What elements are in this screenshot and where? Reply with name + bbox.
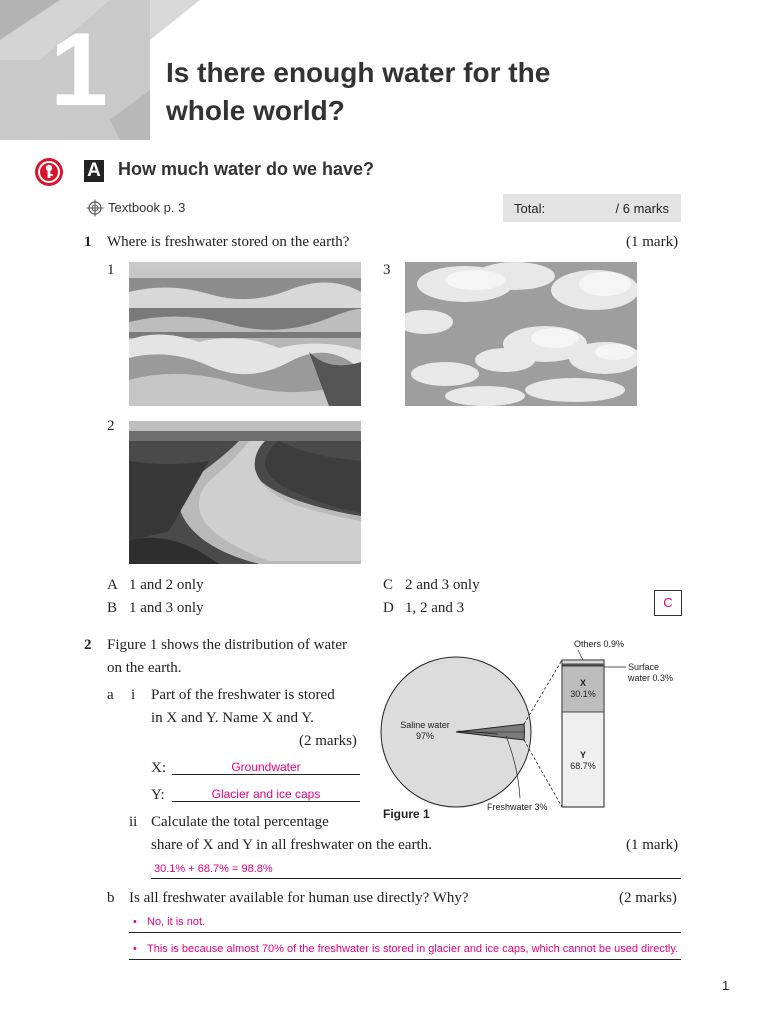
part-b-answer-line-1: [129, 932, 681, 933]
part-b-marks: (2 marks): [619, 890, 677, 906]
option-c-text: 2 and 3 only: [405, 577, 480, 593]
total-label: Total:: [514, 201, 546, 216]
sea-waves-photo: [129, 262, 361, 406]
part-a-label: a: [107, 687, 114, 703]
total-marks: / 6 marks: [615, 201, 669, 216]
image-label-2: 2: [107, 418, 115, 434]
option-c-letter: C: [383, 577, 394, 593]
surface-water-label-line-1: Surface: [628, 662, 660, 672]
part-a-ii-label: ii: [129, 814, 138, 830]
surface-water-label-line-2: water 0.3%: [628, 673, 674, 683]
others-segment: [562, 660, 604, 664]
question-1-text: Where is freshwater stored on the earth?: [107, 234, 350, 250]
y-segment-label: [562, 750, 604, 772]
part-b-text: Is all freshwater available for human use directly? Why?: [129, 890, 469, 906]
part-a-ii-answer-line: [151, 878, 681, 879]
part-a-ii-answer[interactable]: 30.1% + 68.7% = 98.8%: [154, 863, 273, 875]
chapter-title-line-1: Is there enough water for the: [166, 57, 551, 88]
y-answer-label: Y:: [151, 787, 165, 803]
part-b-label: b: [107, 890, 115, 906]
x-answer-label: X:: [151, 760, 166, 776]
figure-caption: Figure 1: [383, 807, 430, 821]
part-a-i-line-1: Part of the freshwater is stored: [151, 687, 335, 703]
x-answer-line: [172, 774, 360, 775]
others-leader: [578, 650, 583, 660]
saline-water-label-line-2: 97%: [415, 731, 434, 741]
part-a-i-line-2: in X and Y. Name X and Y.: [151, 710, 314, 726]
y-answer-line: [172, 801, 360, 802]
page-number: 1: [722, 978, 730, 993]
part-a-ii-line-2: share of X and Y in all freshwater on the earth.: [151, 837, 432, 853]
part-a-ii-marks: (1 mark): [626, 837, 679, 853]
y-segment-letter: Y: [579, 750, 586, 760]
chapter-title-line-2: whole world?: [166, 95, 345, 126]
question-2-intro-line-1: Figure 1 shows the distribution of water: [107, 637, 347, 653]
y-segment-percent: 68.7%: [570, 761, 596, 771]
connector-bottom: [524, 740, 562, 807]
option-a-text: 1 and 2 only: [129, 577, 204, 593]
chapter-number: 1: [50, 12, 108, 128]
option-a-letter: A: [107, 577, 118, 593]
image-label-3: 3: [383, 262, 391, 278]
x-segment-label: [562, 678, 604, 700]
option-b-letter: B: [107, 600, 118, 616]
part-b-answer-2[interactable]: This is because almost 70% of the freshwater is stored in glacier and ice caps, which cannot be used directly.: [147, 943, 679, 955]
total-marks-box: [503, 194, 681, 222]
freshwater-label: Freshwater 3%: [487, 802, 548, 812]
saline-water-label-line-1: Saline water: [400, 720, 450, 730]
surface-water-label: [628, 662, 673, 684]
river-photo: [129, 421, 361, 564]
option-d-text: 1, 2 and 3: [405, 600, 465, 616]
crosshair-target-icon: [86, 199, 104, 217]
question-2-number: 2: [84, 637, 92, 653]
part-b-bullet-1: •: [133, 916, 137, 928]
image-label-1: 1: [107, 262, 115, 278]
part-b-answer-1[interactable]: No, it is not.: [147, 916, 206, 928]
y-answer[interactable]: Glacier and ice caps: [211, 787, 321, 801]
section-title: How much water do we have?: [118, 159, 375, 179]
question-1-marks: (1 mark): [626, 234, 679, 250]
chapter-title: [166, 54, 606, 130]
part-a-i-marks: (2 marks): [299, 733, 357, 749]
connector-top: [524, 660, 562, 724]
section-letter: A: [84, 160, 104, 182]
textbook-reference: Textbook p. 3: [108, 200, 186, 215]
part-b-answer-line-2: [129, 959, 681, 960]
part-a-ii-line-1: Calculate the total percentage: [151, 814, 329, 830]
part-a-i-label: i: [131, 687, 136, 703]
question-1-answer-box[interactable]: C: [654, 590, 682, 616]
x-answer[interactable]: Groundwater: [231, 760, 301, 774]
x-segment-letter: X: [579, 678, 586, 688]
question-2-intro-line-2: on the earth.: [107, 660, 182, 676]
key-lock-icon: [34, 157, 64, 187]
saline-water-label: [394, 720, 456, 742]
others-label: Others 0.9%: [574, 639, 625, 649]
question-1-number: 1: [84, 234, 92, 250]
part-b-bullet-2: •: [133, 943, 137, 955]
option-d-letter: D: [383, 600, 394, 616]
option-b-text: 1 and 3 only: [129, 600, 204, 616]
x-segment-percent: 30.1%: [570, 689, 596, 699]
clouds-photo: [405, 262, 637, 406]
